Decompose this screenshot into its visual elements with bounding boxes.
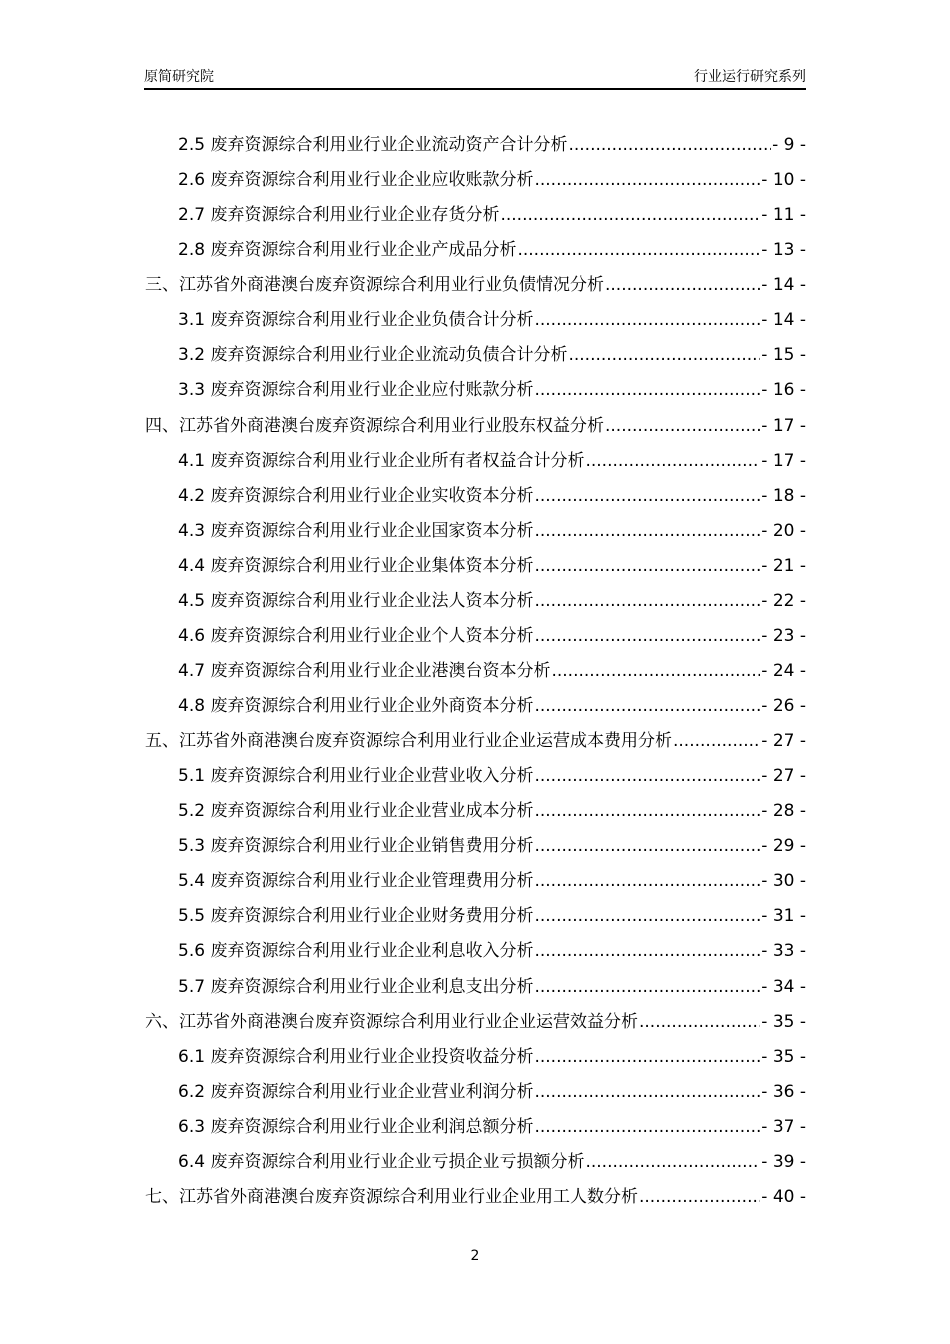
dot-leader (534, 619, 760, 654)
toc-entry[interactable] (145, 303, 806, 338)
toc-page-number: - 26 - (761, 696, 806, 716)
toc-entry[interactable] (145, 970, 806, 1005)
toc-entry[interactable] (145, 233, 806, 268)
toc-entry[interactable] (145, 268, 806, 303)
dot-leader (639, 1180, 760, 1215)
toc-entry[interactable] (145, 479, 806, 514)
toc-title: 2.8 废弃资源综合利用业行业企业产成品分析 (178, 240, 517, 261)
toc-entry[interactable] (145, 128, 806, 163)
toc-entry[interactable] (145, 198, 806, 233)
toc-title: 4.5 废弃资源综合利用业行业企业法人资本分析 (178, 590, 534, 611)
dot-leader (534, 970, 760, 1005)
dot-leader (534, 689, 760, 724)
toc-page-number: - 17 - (761, 450, 806, 471)
toc-title: 2.7 废弃资源综合利用业行业企业存货分析 (178, 205, 500, 226)
dot-leader (585, 444, 760, 479)
toc-page-number: - 36 - (761, 1081, 806, 1102)
toc-title: 5.3 废弃资源综合利用业行业企业销售费用分析 (178, 836, 534, 857)
toc-page-number: - 37 - (761, 1116, 806, 1137)
toc-page-number: - 18 - (761, 485, 806, 506)
toc-page-number: - 15 - (761, 345, 806, 366)
toc-entry[interactable] (145, 338, 806, 373)
toc-page-number: - 14 - (761, 310, 806, 331)
toc-entry[interactable] (145, 584, 806, 619)
dot-leader (534, 479, 760, 514)
dot-leader (534, 584, 760, 619)
dot-leader (534, 303, 760, 338)
toc-page-number: - 10 - (761, 170, 806, 191)
toc-page-number: - 13 - (761, 240, 806, 261)
toc-page-number: - 35 - (761, 1011, 806, 1032)
dot-leader (534, 1110, 760, 1145)
toc-page-number: - 17 - (761, 415, 806, 436)
toc-title: 6.4 废弃资源综合利用业行业企业亏损企业亏损额分析 (178, 1151, 585, 1172)
toc-page-number: - 27 - (761, 766, 806, 787)
toc-title: 3.3 废弃资源综合利用业行业企业应付账款分析 (178, 380, 534, 401)
toc-title: 4.4 废弃资源综合利用业行业企业集体资本分析 (178, 555, 534, 576)
dot-leader (534, 829, 760, 864)
toc-page-number: - 27 - (761, 731, 806, 752)
dot-leader (534, 1075, 760, 1110)
toc-entry[interactable] (145, 934, 806, 969)
toc-entry[interactable] (145, 689, 806, 724)
toc-entry[interactable] (145, 514, 806, 549)
dot-leader (534, 934, 760, 969)
toc-title: 4.2 废弃资源综合利用业行业企业实收资本分析 (178, 485, 534, 506)
page-header (144, 66, 806, 90)
dot-leader (534, 899, 760, 934)
toc-title: 6.3 废弃资源综合利用业行业企业利润总额分析 (178, 1116, 534, 1137)
toc-page-number: - 22 - (761, 590, 806, 611)
dot-leader (568, 338, 760, 373)
toc-title: 3.2 废弃资源综合利用业行业企业流动负债合计分析 (178, 345, 568, 366)
toc-title: 4.6 废弃资源综合利用业行业企业个人资本分析 (178, 625, 534, 646)
dot-leader (534, 514, 760, 549)
toc-page-number: - 9 - (772, 135, 806, 155)
toc-page-number: - 14 - (761, 275, 806, 296)
toc-entry[interactable] (145, 163, 806, 198)
toc-entry[interactable] (145, 373, 806, 408)
toc-entry[interactable] (145, 864, 806, 899)
toc-entry[interactable] (145, 724, 806, 759)
toc-page-number: - 11 - (761, 205, 806, 226)
dot-leader (517, 233, 760, 268)
toc-entry[interactable] (145, 1075, 806, 1110)
toc-title: 5.6 废弃资源综合利用业行业企业利息收入分析 (178, 941, 534, 962)
dot-leader (534, 373, 760, 408)
table-of-contents (145, 128, 806, 1215)
toc-page-number: - 30 - (761, 871, 806, 892)
toc-entry[interactable] (145, 899, 806, 934)
toc-entry[interactable] (145, 1110, 806, 1145)
dot-leader (551, 654, 760, 689)
toc-entry[interactable] (145, 794, 806, 829)
toc-title: 4.7 废弃资源综合利用业行业企业港澳台资本分析 (178, 660, 551, 681)
toc-page-number: - 24 - (761, 660, 806, 681)
dot-leader (534, 794, 760, 829)
toc-entry[interactable] (145, 549, 806, 584)
toc-title: 5.4 废弃资源综合利用业行业企业管理费用分析 (178, 871, 534, 892)
toc-title: 六、江苏省外商港澳台废弃资源综合利用业行业企业运营效益分析 (145, 1011, 638, 1032)
dot-leader (639, 1005, 760, 1040)
toc-page-number: - 23 - (761, 625, 806, 646)
toc-entry[interactable] (145, 444, 806, 479)
toc-entry[interactable] (145, 759, 806, 794)
toc-page-number: - 33 - (761, 941, 806, 962)
toc-entry[interactable] (145, 1040, 806, 1075)
toc-title: 4.3 废弃资源综合利用业行业企业国家资本分析 (178, 520, 534, 541)
dot-leader (500, 198, 760, 233)
dot-leader (605, 268, 760, 303)
toc-title: 三、江苏省外商港澳台废弃资源综合利用业行业负债情况分析 (145, 275, 604, 296)
toc-title: 2.6 废弃资源综合利用业行业企业应收账款分析 (178, 170, 534, 191)
dot-leader (534, 163, 760, 198)
dot-leader (585, 1145, 760, 1180)
toc-page-number: - 28 - (761, 801, 806, 822)
toc-entry[interactable] (145, 1005, 806, 1040)
toc-title: 五、江苏省外商港澳台废弃资源综合利用业行业企业运营成本费用分析 (145, 731, 672, 752)
dot-leader (534, 759, 760, 794)
toc-entry[interactable] (145, 619, 806, 654)
toc-page-number: - 29 - (761, 836, 806, 857)
toc-title: 6.2 废弃资源综合利用业行业企业营业利润分析 (178, 1081, 534, 1102)
toc-title: 七、江苏省外商港澳台废弃资源综合利用业行业企业用工人数分析 (145, 1186, 638, 1207)
toc-entry[interactable] (145, 654, 806, 689)
toc-title: 5.1 废弃资源综合利用业行业企业营业收入分析 (178, 766, 534, 787)
toc-entry[interactable] (145, 1180, 806, 1215)
toc-entry[interactable] (145, 829, 806, 864)
dot-leader (534, 1040, 760, 1075)
toc-page-number: - 34 - (761, 976, 806, 997)
toc-title: 5.7 废弃资源综合利用业行业企业利息支出分析 (178, 976, 534, 997)
toc-page-number: - 40 - (761, 1186, 806, 1207)
toc-entry[interactable] (145, 1145, 806, 1180)
toc-title: 4.1 废弃资源综合利用业行业企业所有者权益合计分析 (178, 450, 585, 471)
toc-page-number: - 16 - (761, 380, 806, 401)
dot-leader (568, 128, 771, 163)
toc-page-number: - 31 - (761, 906, 806, 927)
dot-leader (605, 409, 760, 444)
toc-title: 5.2 废弃资源综合利用业行业企业营业成本分析 (178, 801, 534, 822)
dot-leader (673, 724, 760, 759)
toc-title: 四、江苏省外商港澳台废弃资源综合利用业行业股东权益分析 (145, 415, 604, 436)
toc-page-number: - 39 - (761, 1151, 806, 1172)
header-right: 行业运行研究系列 (694, 69, 806, 85)
toc-title: 2.5 废弃资源综合利用业行业企业流动资产合计分析 (178, 135, 568, 155)
toc-title: 6.1 废弃资源综合利用业行业企业投资收益分析 (178, 1046, 534, 1067)
dot-leader (534, 864, 760, 899)
page-number: 2 (470, 1248, 480, 1264)
toc-entry[interactable] (145, 409, 806, 444)
toc-title: 5.5 废弃资源综合利用业行业企业财务费用分析 (178, 906, 534, 927)
dot-leader (534, 549, 760, 584)
toc-title: 4.8 废弃资源综合利用业行业企业外商资本分析 (178, 696, 534, 716)
toc-page-number: - 20 - (761, 520, 806, 541)
header-left: 原简研究院 (144, 69, 214, 85)
toc-page-number: - 35 - (761, 1046, 806, 1067)
toc-page-number: - 21 - (761, 555, 806, 576)
toc-title: 3.1 废弃资源综合利用业行业企业负债合计分析 (178, 310, 534, 331)
